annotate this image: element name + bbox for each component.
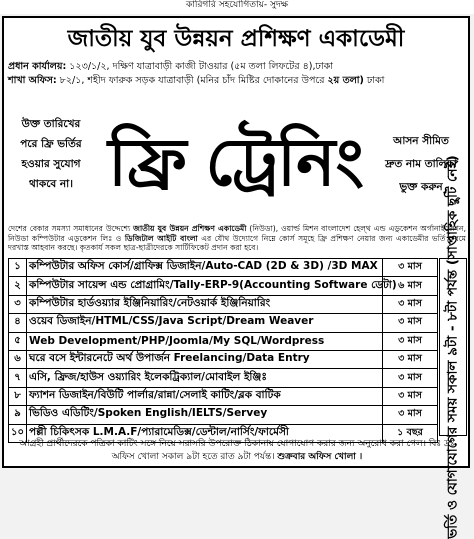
deadline-note-line: উক্ত তারিখের — [21, 118, 81, 130]
course-duration: ৩ মাস — [383, 406, 438, 424]
course-duration: ৩ মাস — [383, 387, 438, 405]
table-row — [9, 332, 438, 350]
limited-seats-line: আসন সীমিত — [393, 135, 449, 147]
branch-city: ঢাকা — [366, 75, 385, 86]
course-number: ৭ — [9, 369, 27, 387]
branch-office-address: ৮২/১, শহীদ ফারুক সড়ক যাত্রাবাড়ী (মনির চাঁদ মিষ্টির দোকানের উপরে — [59, 75, 325, 86]
deadline-note — [8, 114, 94, 210]
course-number: ৫ — [9, 332, 27, 350]
course-name: ভিডিও এডিটিং/Spoken English/IELTS/Servey — [27, 406, 383, 424]
course-number: ৪ — [9, 314, 27, 332]
course-duration: ৬ মাস — [383, 277, 438, 295]
table-row — [9, 277, 438, 295]
deadline-note-line: হওয়ার সুযোগ — [21, 158, 81, 170]
course-number: ২ — [9, 277, 27, 295]
footer-bold: শুক্রবার অফিস খোলা । — [277, 452, 363, 462]
deadline-note-line: থাকবে না। — [29, 178, 73, 190]
course-name: ঘরে বসে ইন্টারনেটে অর্থ উপার্জন Freelancing/Data Entry — [27, 350, 383, 368]
admission-hours-text: ভর্তি ও যোগাযোগের সময় সকাল ৯টা - ৮টা পর্যন্ত (সাপ্তাহিক ছুটি নেই) — [444, 155, 461, 539]
intro-suffix: এর যৌথ উদ্যোগে নিম্নে কোর্স সমূহে ফ্রি প্রশিক্ষণ নেয়ার জন্য একাডেমীর ভর্তি ফরমে দরখাস্ত আহবান করছে। কৃতকার্য সকল ছাত্র-ছাত্রীদেরকে সার্টিফিকেট প্রদান করা হবে। — [8, 233, 466, 252]
table-row — [9, 406, 438, 424]
table-row — [9, 387, 438, 405]
footer-text: আগ্রহী প্রার্থীদেরকে পত্রিকা কাটিং সঙ্গে নিয়ে সরাসরি উপরোক্ত ঠিকানায় যোগাযোগ করার জন্য অনুরোধ করা গেল। বিঃ দ্রঃ অফিস খোলা সকাল ৯টা হতে রাত ৯টা পর্যন্ত। — [19, 439, 455, 462]
course-duration: ৩ মাস — [383, 332, 438, 350]
head-office-line — [8, 60, 468, 73]
course-duration: ৩ মাস — [383, 350, 438, 368]
head-office-address: ১২৩/১/২, দক্ষিণ যাত্রাবাড়ী কাজী টাওয়ার (৫ম তলা লিফটের ৪),ঢাকা — [69, 61, 333, 72]
branch-office-label: শাখা অফিস: — [8, 75, 57, 86]
course-number: ৩ — [9, 295, 27, 313]
academy-title: জাতীয় যুব উন্নয়ন প্রশিক্ষণ একাডেমী — [67, 26, 405, 52]
top-strip-text: কারিগরি সহযোগিতায়- সুদক্ষ — [0, 0, 474, 14]
footer-note — [8, 438, 466, 466]
intro-partner: ডিজিটাল আইটি বাংলা — [124, 233, 198, 243]
course-name: কম্পিউটার সায়েন্স এন্ড প্রোগ্রামিং/Tally-ERP-9(Accounting Software ডেটা) — [27, 277, 383, 295]
branch-floor: ২য় তলা) — [327, 75, 364, 86]
course-duration: ৩ মাস — [383, 295, 438, 313]
course-name: এসি, ফ্রিজ/হাউস ওয়্যারিং ইলেকট্রিক্যাল/মোবাইল ইঞ্জিঃ — [27, 369, 383, 387]
table-row — [9, 369, 438, 387]
course-duration: ১ বছর — [383, 424, 438, 442]
course-duration: ৩ মাস — [383, 314, 438, 332]
limited-seats-line: ভুক্ত করুন — [399, 181, 443, 193]
deadline-note-line: পরে ফ্রি ভর্তির — [20, 138, 82, 150]
head-office-label: প্রধান কার্যালয়: — [8, 61, 67, 72]
course-number: ১০ — [9, 424, 27, 442]
intro-org: জাতীয় যুব উন্নয়ন প্রশিক্ষণ একাডেমী — [133, 224, 247, 233]
intro-prefix: দেশের বেকার সমস্যা সমাধানের উদ্দেশ্যে — [8, 224, 131, 233]
course-duration: ৩ মাস — [383, 259, 438, 277]
admission-hours-sidebar — [439, 155, 467, 539]
table-row — [9, 295, 438, 313]
course-number: ৮ — [9, 387, 27, 405]
table-row — [9, 350, 438, 368]
course-name: ফ্যাশন ডিজাইন/বিউটি পার্লার/রান্না/সেলাই কাটিং/ব্লক বাটিক — [27, 387, 383, 405]
course-name: Web Development/PHP/Joomla/My SQL/Wordpress — [27, 332, 383, 350]
course-number: ৯ — [9, 406, 27, 424]
intro-mid: (নিউডা), ওয়ার্ল্ড মিশন বাংলাদেশ হেল্থ এন্ড এডুকেশন অর্গানাইজেশন, নিউডা কম্পিউটার এডুকেশন লিঃ ও — [8, 224, 466, 243]
course-name: কম্পিউটার হার্ডওয়্যার ইঞ্জিনিয়ারিং/নেটওয়ার্ক ইঞ্জিনিয়ারিং — [27, 295, 383, 313]
course-name: ওয়েব ডিজাইন/HTML/CSS/Java Script/Dream Weaver — [27, 314, 383, 332]
course-number: ১ — [9, 259, 27, 277]
course-name: পল্লী চিকিৎসক L.M.A.F/প্যারামেডিক্স/ডেন্টাল/নার্সিং/ফার্মেসী — [27, 424, 383, 442]
course-table — [8, 258, 438, 443]
course-duration: ৩ মাস — [383, 369, 438, 387]
course-name: কম্পিউটার অফিস কোর্স/গ্রাফিক্স ডিজাইন/Auto-CAD (2D & 3D) /3D MAX — [27, 259, 383, 277]
table-row — [9, 314, 438, 332]
table-row — [9, 259, 438, 277]
free-training-headline: ফ্রি ট্রেনিং — [108, 124, 362, 201]
intro-paragraph — [8, 224, 466, 262]
branch-office-line — [8, 74, 468, 87]
course-number: ৬ — [9, 350, 27, 368]
ad-frame — [2, 16, 470, 539]
limited-seats-line: দ্রুত নাম তালিকা — [385, 158, 457, 170]
